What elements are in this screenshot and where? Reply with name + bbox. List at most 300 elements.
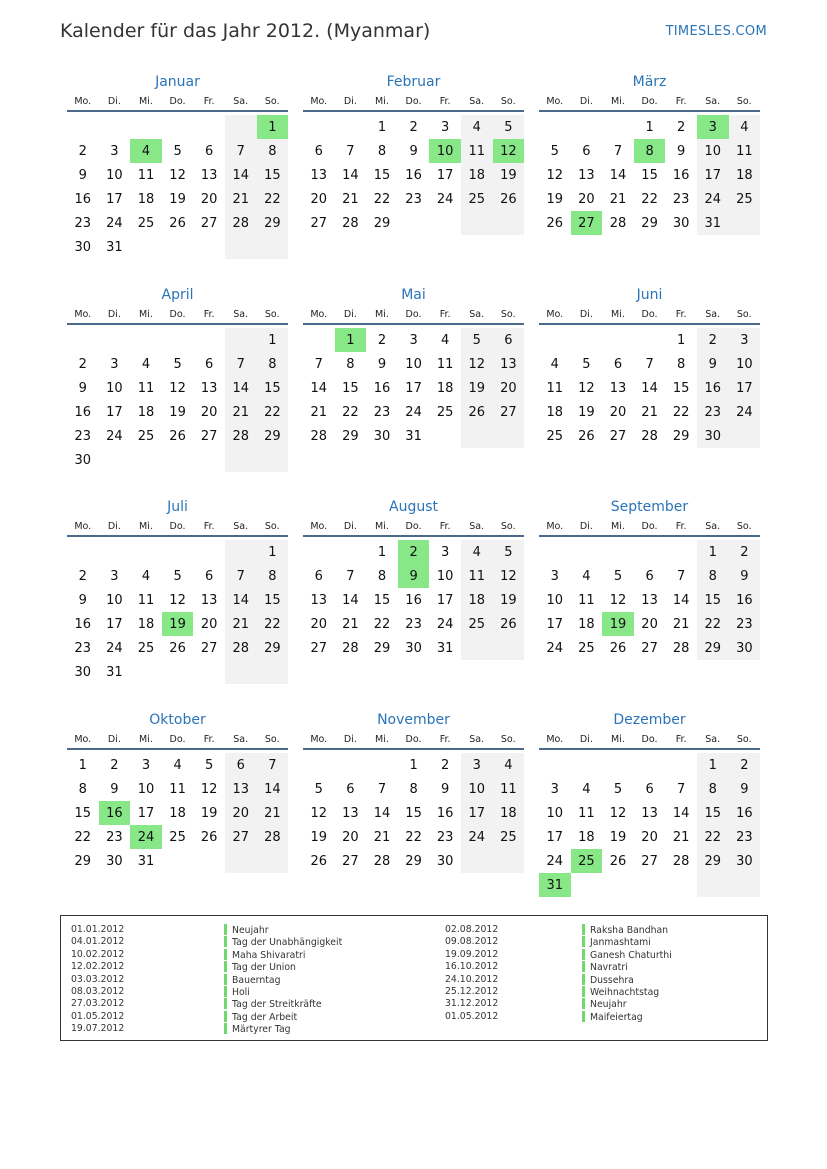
- weekday-label: Sa.: [705, 95, 721, 107]
- month-8: [539, 497, 760, 660]
- day-cell: 21: [672, 616, 690, 632]
- day-cell: 19: [578, 404, 595, 420]
- day-cell: 24: [546, 640, 564, 656]
- weekday-label: Di.: [343, 308, 357, 320]
- legend-holiday: [224, 986, 342, 998]
- weekday-label: Do.: [641, 520, 658, 532]
- month-name: Juni: [636, 287, 663, 303]
- legend-holiday-name: Tag der Unabhängigkeit: [232, 937, 343, 949]
- weekday-label: Mo.: [74, 95, 92, 107]
- day-cell: 5: [493, 115, 525, 139]
- day-cell: 30: [74, 452, 92, 468]
- day-cell: 23: [373, 404, 391, 420]
- weekday-label: Mi.: [611, 308, 625, 320]
- day-cell: 4: [729, 115, 761, 139]
- empty-cell: [335, 540, 367, 564]
- weekday-header: [303, 305, 524, 325]
- page-title: Kalender für das Jahr 2012. (Myanmar): [60, 20, 431, 42]
- empty-cell: [225, 115, 257, 139]
- weekday-label: Mi.: [375, 733, 389, 745]
- empty-cell: [99, 540, 131, 564]
- day-cell: 13: [225, 777, 257, 801]
- day-cell: 2: [398, 540, 430, 564]
- empty-cell: [130, 660, 162, 684]
- day-cell: 26: [310, 853, 328, 869]
- day-cell: 11: [137, 380, 155, 396]
- day-cell: 20: [641, 829, 658, 845]
- day-cell: 11: [169, 781, 186, 797]
- day-cell: 31: [106, 664, 123, 680]
- day-cell: 19: [602, 612, 634, 636]
- day-cell: 27: [342, 853, 359, 869]
- legend-holiday-name: Weihnachtstag: [590, 986, 660, 998]
- day-cell: 10: [137, 781, 155, 797]
- day-cell: 21: [342, 191, 359, 207]
- day-cell: 6: [205, 143, 214, 159]
- day-cell: 23: [436, 829, 454, 845]
- weekday-label: Mo.: [74, 520, 92, 532]
- day-cell: 14: [373, 805, 391, 821]
- weekday-label: Sa.: [233, 308, 249, 320]
- day-cell: 9: [377, 356, 387, 372]
- empty-cell: [162, 448, 194, 472]
- legend-holiday-name: Maha Shivaratri: [232, 949, 306, 961]
- day-cell: 21: [257, 801, 289, 825]
- day-cell: 8: [78, 781, 87, 797]
- empty-cell: [602, 753, 634, 777]
- day-cell: 25: [137, 640, 155, 656]
- day-cell: 19: [200, 805, 218, 821]
- day-grid: [303, 753, 524, 873]
- day-cell: 10: [697, 139, 729, 163]
- day-cell: 4: [461, 115, 493, 139]
- day-cell: 2: [677, 119, 686, 135]
- empty-cell: [493, 424, 525, 448]
- day-cell: 6: [582, 143, 591, 159]
- month-7: [303, 497, 524, 660]
- empty-cell: [130, 235, 162, 259]
- day-cell: 5: [613, 568, 623, 584]
- day-cell: 21: [225, 400, 257, 424]
- legend-holiday-name: Bauerntag: [232, 974, 281, 986]
- day-cell: 25: [137, 428, 155, 444]
- weekday-label: Do.: [641, 308, 658, 320]
- day-cell: 30: [697, 424, 729, 448]
- day-cell: 25: [578, 640, 595, 656]
- legend-holiday-name: Maifeiertag: [590, 1011, 643, 1023]
- day-cell: 12: [609, 805, 627, 821]
- day-cell: 13: [200, 380, 218, 396]
- weekday-label: Di.: [579, 520, 593, 532]
- day-cell: 15: [257, 163, 289, 187]
- day-cell: 13: [609, 380, 627, 396]
- day-cell: 31: [137, 853, 155, 869]
- day-cell: 25: [729, 187, 761, 211]
- day-cell: 17: [137, 805, 155, 821]
- day-cell: 24: [729, 400, 761, 424]
- empty-cell: [303, 540, 335, 564]
- empty-cell: [539, 540, 571, 564]
- day-cell: 29: [257, 424, 289, 448]
- day-cell: 27: [200, 428, 218, 444]
- day-cell: 17: [106, 191, 123, 207]
- weekday-label: Mi.: [375, 520, 389, 532]
- day-cell: 31: [436, 640, 454, 656]
- day-cell: 13: [310, 592, 328, 608]
- empty-cell: [429, 211, 461, 235]
- empty-cell: [665, 753, 697, 777]
- day-cell: 8: [346, 356, 355, 372]
- day-cell: 14: [225, 588, 257, 612]
- day-cell: 1: [409, 757, 418, 773]
- holiday-marker: [224, 936, 227, 947]
- day-cell: 16: [697, 376, 729, 400]
- day-cell: 20: [200, 191, 218, 207]
- empty-cell: [67, 540, 99, 564]
- day-cell: 3: [550, 781, 559, 797]
- legend-holiday: [582, 961, 672, 973]
- day-cell: 5: [613, 781, 623, 797]
- day-cell: 1: [377, 119, 387, 135]
- day-grid: [303, 328, 524, 448]
- day-cell: 7: [225, 564, 257, 588]
- empty-cell: [67, 115, 99, 139]
- empty-cell: [602, 873, 634, 897]
- day-cell: 12: [169, 592, 186, 608]
- empty-cell: [539, 115, 571, 139]
- day-cell: 30: [74, 239, 92, 255]
- month-2: [539, 72, 760, 235]
- day-cell: 3: [110, 356, 119, 372]
- day-cell: 10: [405, 356, 422, 372]
- legend-date: 01.05.2012: [71, 1010, 125, 1022]
- day-cell: 16: [729, 588, 761, 612]
- day-cell: 25: [436, 404, 454, 420]
- day-cell: 29: [672, 428, 690, 444]
- day-cell: 14: [672, 805, 690, 821]
- day-cell: 9: [78, 380, 87, 396]
- legend-holiday: [224, 949, 342, 961]
- day-cell: 13: [200, 592, 218, 608]
- day-cell: 8: [377, 568, 387, 584]
- day-cell: 20: [342, 829, 359, 845]
- weekday-label: So.: [264, 308, 280, 320]
- day-cell: 9: [78, 167, 87, 183]
- weekday-label: So.: [736, 308, 752, 320]
- day-grid: [303, 540, 524, 660]
- day-cell: 15: [257, 376, 289, 400]
- holiday-marker: [224, 924, 227, 935]
- month-name: Dezember: [613, 712, 686, 728]
- legend-date: 09.08.2012: [445, 936, 499, 948]
- day-cell: 18: [137, 616, 155, 632]
- weekday-label: Sa.: [705, 520, 721, 532]
- day-cell: 5: [205, 757, 214, 773]
- day-cell: 5: [582, 356, 591, 372]
- day-cell: 17: [106, 404, 123, 420]
- day-cell: 19: [162, 612, 194, 636]
- weekday-label: So.: [500, 308, 516, 320]
- weekday-label: Fr.: [439, 95, 451, 107]
- day-cell: 9: [441, 781, 450, 797]
- holiday-marker: [224, 1011, 227, 1022]
- day-cell: 5: [550, 143, 559, 159]
- weekday-header: [539, 517, 760, 537]
- day-cell: 29: [405, 853, 422, 869]
- day-cell: 24: [697, 187, 729, 211]
- holiday-marker: [582, 1011, 585, 1022]
- day-cell: 9: [697, 352, 729, 376]
- day-cell: 10: [729, 352, 761, 376]
- empty-cell: [335, 115, 367, 139]
- day-cell: 1: [257, 115, 289, 139]
- day-cell: 27: [310, 215, 328, 231]
- day-cell: 7: [225, 352, 257, 376]
- brand-link[interactable]: TIMESLES.COM: [665, 24, 767, 39]
- day-cell: 19: [169, 404, 186, 420]
- day-cell: 7: [645, 356, 654, 372]
- weekday-label: Di.: [107, 520, 121, 532]
- day-cell: 16: [74, 191, 92, 207]
- day-cell: 18: [137, 191, 155, 207]
- legend-holiday-name: Neujahr: [232, 925, 269, 936]
- legend-date: 16.10.2012: [445, 961, 499, 973]
- day-cell: 10: [461, 777, 493, 801]
- day-cell: 11: [461, 564, 493, 588]
- empty-cell: [303, 753, 335, 777]
- day-cell: 18: [169, 805, 186, 821]
- month-9: [67, 710, 288, 873]
- day-cell: 12: [546, 167, 564, 183]
- day-cell: 27: [310, 640, 328, 656]
- weekday-header: [67, 305, 288, 325]
- empty-cell: [130, 448, 162, 472]
- day-cell: 6: [645, 781, 654, 797]
- weekday-label: Fr.: [439, 733, 451, 745]
- day-cell: 9: [78, 592, 87, 608]
- month-name: Juli: [167, 499, 188, 515]
- weekday-label: So.: [500, 95, 516, 107]
- day-cell: 5: [493, 540, 525, 564]
- holiday-marker: [224, 949, 227, 960]
- day-cell: 20: [310, 191, 328, 207]
- day-cell: 14: [342, 167, 359, 183]
- legend-holiday-name: Ganesh Chaturthi: [590, 949, 672, 961]
- day-cell: 23: [405, 616, 422, 632]
- empty-cell: [225, 448, 257, 472]
- day-cell: 28: [342, 215, 359, 231]
- day-cell: 22: [697, 825, 729, 849]
- day-cell: 6: [314, 143, 323, 159]
- day-cell: 23: [697, 400, 729, 424]
- day-cell: 6: [205, 568, 214, 584]
- legend-date: 01.05.2012: [445, 1010, 499, 1022]
- empty-cell: [130, 540, 162, 564]
- day-cell: 20: [641, 616, 658, 632]
- empty-cell: [162, 115, 194, 139]
- weekday-label: Sa.: [705, 733, 721, 745]
- day-cell: 4: [582, 568, 591, 584]
- empty-cell: [429, 424, 461, 448]
- day-cell: 22: [74, 829, 92, 845]
- weekday-label: Sa.: [705, 308, 721, 320]
- day-cell: 29: [641, 215, 658, 231]
- month-name: Januar: [155, 74, 200, 90]
- day-cell: 23: [106, 829, 123, 845]
- day-cell: 23: [405, 191, 422, 207]
- day-cell: 1: [257, 540, 289, 564]
- weekday-label: Di.: [107, 95, 121, 107]
- empty-cell: [539, 328, 571, 352]
- weekday-header: [303, 730, 524, 750]
- weekday-label: Do.: [641, 95, 658, 107]
- day-cell: 29: [257, 636, 289, 660]
- day-cell: 20: [609, 404, 627, 420]
- weekday-label: Mo.: [74, 308, 92, 320]
- day-cell: 24: [106, 640, 123, 656]
- day-cell: 17: [697, 163, 729, 187]
- weekday-label: Do.: [405, 308, 422, 320]
- empty-cell: [461, 211, 493, 235]
- day-cell: 17: [546, 616, 564, 632]
- day-cell: 30: [729, 636, 761, 660]
- weekday-label: So.: [264, 733, 280, 745]
- day-cell: 22: [257, 400, 289, 424]
- weekday-label: Mo.: [546, 95, 564, 107]
- month-6: [67, 497, 288, 684]
- holiday-marker: [224, 974, 227, 985]
- legend-holiday: [582, 936, 672, 948]
- day-cell: 7: [346, 568, 355, 584]
- day-cell: 8: [409, 781, 418, 797]
- day-grid: [303, 115, 524, 235]
- day-cell: 24: [546, 853, 564, 869]
- day-cell: 22: [373, 191, 391, 207]
- empty-cell: [602, 115, 634, 139]
- day-cell: 13: [641, 592, 658, 608]
- day-cell: 26: [461, 400, 493, 424]
- day-cell: 3: [409, 332, 418, 348]
- weekday-label: Do.: [169, 733, 186, 745]
- day-cell: 6: [205, 356, 214, 372]
- day-cell: 4: [141, 568, 151, 584]
- day-cell: 2: [377, 332, 387, 348]
- day-cell: 14: [257, 777, 289, 801]
- holiday-legend: [60, 915, 768, 1041]
- day-cell: 21: [342, 616, 359, 632]
- holiday-marker: [224, 998, 227, 1009]
- day-cell: 11: [436, 356, 454, 372]
- weekday-label: Di.: [579, 95, 593, 107]
- day-cell: 15: [697, 588, 729, 612]
- day-cell: 18: [729, 163, 761, 187]
- empty-cell: [335, 753, 367, 777]
- legend-date: 31.12.2012: [445, 998, 499, 1010]
- weekday-label: Do.: [641, 733, 658, 745]
- day-cell: 7: [677, 781, 686, 797]
- empty-cell: [162, 849, 194, 873]
- day-cell: 9: [398, 564, 430, 588]
- weekday-label: Sa.: [233, 95, 249, 107]
- weekday-label: So.: [736, 520, 752, 532]
- weekday-label: Di.: [107, 733, 121, 745]
- day-cell: 15: [641, 167, 658, 183]
- day-cell: 10: [546, 805, 564, 821]
- day-cell: 20: [493, 376, 525, 400]
- day-cell: 17: [546, 829, 564, 845]
- legend-holiday: [224, 1011, 342, 1023]
- day-grid: [539, 540, 760, 660]
- day-cell: 16: [74, 404, 92, 420]
- day-cell: 3: [729, 328, 761, 352]
- day-cell: 26: [609, 853, 627, 869]
- day-cell: 1: [697, 540, 729, 564]
- day-cell: 28: [342, 640, 359, 656]
- day-cell: 6: [645, 568, 654, 584]
- day-cell: 8: [634, 139, 666, 163]
- empty-cell: [193, 540, 225, 564]
- day-cell: 12: [200, 781, 218, 797]
- day-cell: 14: [672, 592, 690, 608]
- empty-cell: [130, 115, 162, 139]
- day-cell: 18: [546, 404, 564, 420]
- day-cell: 24: [130, 825, 162, 849]
- day-cell: 15: [373, 167, 391, 183]
- weekday-label: Di.: [343, 95, 357, 107]
- legend-dates-left: [71, 924, 124, 1036]
- day-cell: 25: [137, 215, 155, 231]
- day-cell: 19: [310, 829, 328, 845]
- legend-names-left: [224, 924, 342, 1036]
- day-cell: 4: [173, 757, 182, 773]
- day-cell: 17: [436, 592, 454, 608]
- day-cell: 7: [677, 568, 686, 584]
- empty-cell: [162, 660, 194, 684]
- day-cell: 18: [578, 829, 595, 845]
- empty-cell: [634, 540, 666, 564]
- day-cell: 25: [461, 187, 493, 211]
- weekday-label: Fr.: [675, 520, 687, 532]
- empty-cell: [67, 328, 99, 352]
- day-cell: 2: [729, 753, 761, 777]
- weekday-label: So.: [264, 95, 280, 107]
- day-cell: 22: [672, 404, 690, 420]
- day-cell: 1: [697, 753, 729, 777]
- empty-cell: [162, 328, 194, 352]
- day-grid: [67, 328, 288, 472]
- empty-cell: [225, 660, 257, 684]
- empty-cell: [729, 873, 761, 897]
- legend-holiday-name: Janmashtami: [590, 937, 651, 949]
- day-cell: 1: [78, 757, 87, 773]
- day-cell: 28: [310, 428, 328, 444]
- day-cell: 12: [169, 167, 186, 183]
- day-cell: 8: [697, 777, 729, 801]
- empty-cell: [162, 235, 194, 259]
- day-cell: 27: [200, 215, 218, 231]
- day-cell: 7: [314, 356, 323, 372]
- day-grid: [67, 753, 288, 873]
- day-cell: 10: [106, 167, 123, 183]
- day-cell: 19: [609, 829, 627, 845]
- weekday-header: [539, 730, 760, 750]
- day-cell: 15: [74, 805, 92, 821]
- day-cell: 23: [729, 612, 761, 636]
- weekday-label: Mi.: [611, 520, 625, 532]
- month-name: Oktober: [149, 712, 206, 728]
- empty-cell: [225, 540, 257, 564]
- day-cell: 27: [200, 640, 218, 656]
